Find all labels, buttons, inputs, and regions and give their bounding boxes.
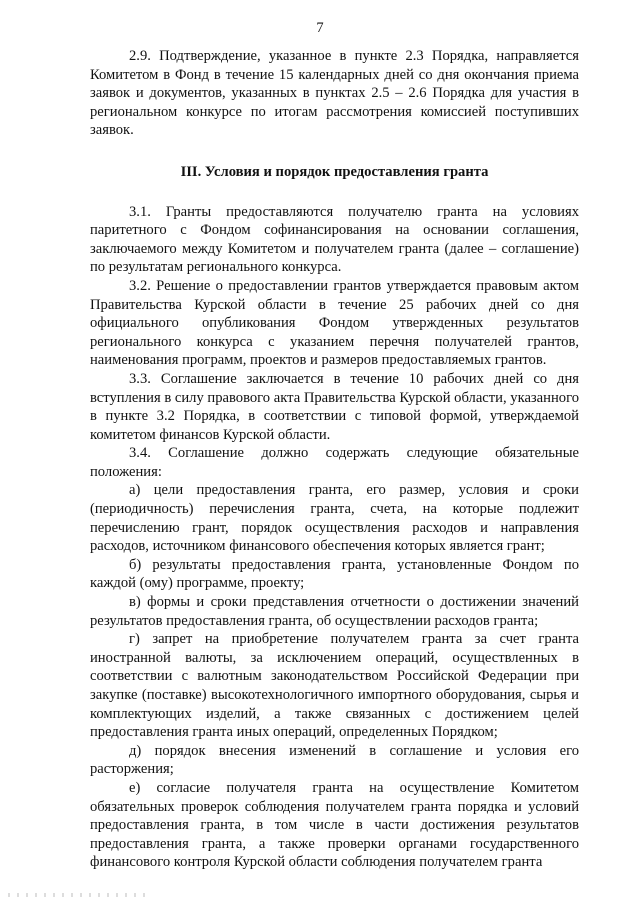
paragraph-3-3: 3.3. Соглашение заключается в течение 10 рабочих дней со дня вступления в силу правового акта Правительства Курской области, указанного в пункте 3.2 Порядка, в соответствии с типовой формой, утверждаемой комитетом финансов Курской области. [90, 370, 579, 443]
scan-artifact [8, 893, 148, 897]
paragraph-2-9: 2.9. Подтверждение, указанное в пункте 2.3 Порядка, направляется Комитетом в Фонд в течение 15 календарных дней со дня окончания приема заявок и документов, указанных в пунктах 2.5 – 2.6 Порядка для участия в региональном конкурсе по итогам рассмотрения комиссией поступивших заявок. [90, 48, 579, 139]
list-item-d: д) порядок внесения изменений в соглашение и условия его расторжения; [90, 742, 579, 778]
page-number: 7 [316, 20, 324, 36]
paragraph-3-1: 3.1. Гранты предоставляются получателю гранта на условиях паритетного с Фондом софинансирования на основании соглашения, заключаемого между Комитетом и получателем гранта (далее – соглашение) по результатам регионального конкурса. [90, 203, 579, 276]
list-item-b: б) результаты предоставления гранта, установленные Фондом по каждой (ому) программе, проекту; [90, 556, 579, 592]
list-item-v: в) формы и сроки представления отчетности о достижении значений результатов предоставления гранта, об осуществлении расходов гранта; [90, 594, 579, 629]
list-item-e: е) согласие получателя гранта на осуществление Комитетом обязательных проверок соблюдения получателем гранта порядка и условий предоставления гранта, в том числе в части достижения результатов предоставления гранта, а также проверки органами государственного финансового контроля Курской области соблюдения получателем гранта [90, 779, 579, 871]
list-item-a: а) цели предоставления гранта, его размер, условия и сроки (периодичность) перечисления гранта, счета, на которые подлежит перечислению грант, порядок осуществления расходов и направления расходов, источником финансового обеспечения которых является грант; [90, 482, 579, 555]
paragraph-3-4: 3.4. Соглашение должно содержать следующие обязательные положения: [90, 445, 579, 480]
section-heading: III. Условия и порядок предоставления гранта [180, 163, 489, 180]
document-body [90, 47, 579, 872]
list-item-g: г) запрет на приобретение получателем гранта за счет гранта иностранной валюты, за исключением операций, осуществленных в соответствии с валютным законодательством Российской Федерации при закупке (поставке) высокотехнологичного импортного оборудования, сырья и комплектующих изделий, а также связанных с достижением целей предоставления гранта иных операций, определенных Порядком; [90, 631, 579, 741]
paragraph-3-2: 3.2. Решение о предоставлении грантов утверждается правовым актом Правительства Курской области в течение 25 рабочих дней со дня официального опубликования Фондом утвержденных результатов регионального конкурса с указанием перечня получателей грантов, наименования программ, проектов и размеров предоставляемых грантов. [90, 277, 579, 369]
